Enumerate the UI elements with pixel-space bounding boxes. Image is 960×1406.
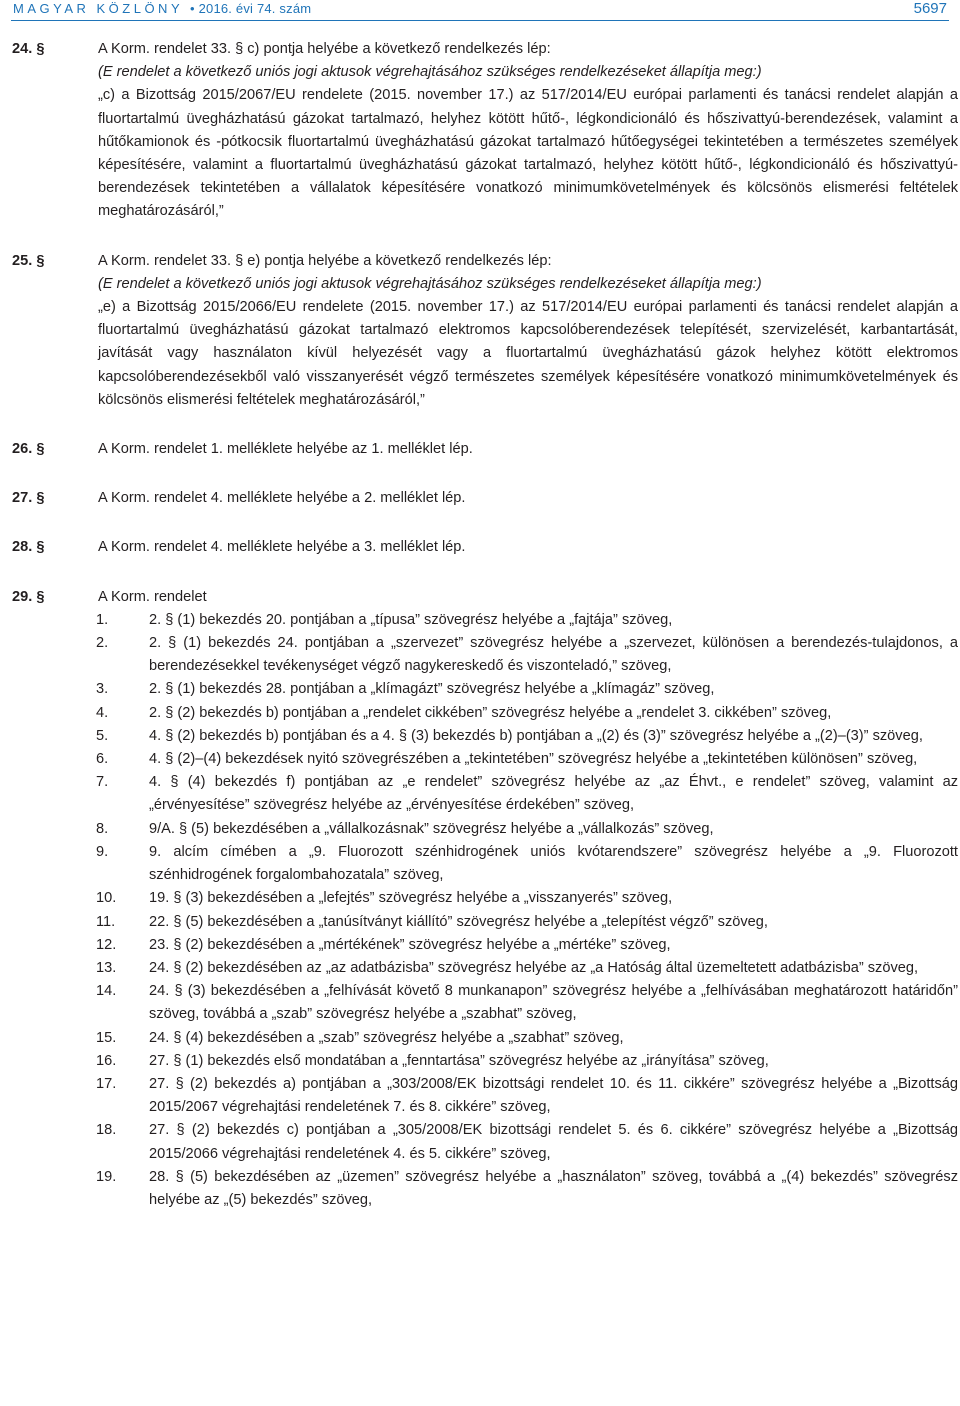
list-item <box>98 1119 958 1165</box>
item-number: 14. <box>96 983 117 1000</box>
list-item <box>98 980 958 1026</box>
item-text: 24. § (2) bekezdésében az „az adatbázisba” szövegrész helyébe az „a Hatóság által üzemeltetett adatbázisba” szöveg, <box>149 959 919 976</box>
list-item <box>98 1050 958 1073</box>
section <box>12 536 958 559</box>
list-item <box>98 1166 958 1212</box>
item-number: 4. <box>96 704 109 721</box>
item-text: 9/A. § (5) bekezdésében a „vállalkozásnak” szövegrész helyébe a „vállalkozás” szöveg, <box>149 820 714 837</box>
list-item <box>98 632 958 678</box>
journal-title: MAGYAR KÖZLÖNY <box>13 1 183 16</box>
section-number: 28. § <box>12 539 45 556</box>
item-number: 18. <box>96 1122 117 1139</box>
item-text: 2. § (1) bekezdés 28. pontjában a „klímagázt” szövegrész helyébe a „klímagáz” szöveg, <box>149 681 715 698</box>
list-item <box>98 887 958 910</box>
list-item <box>98 725 958 748</box>
item-text: 2. § (2) bekezdés b) pontjában a „rendelet cikkében” szövegrész helyébe a „rendelet 3. cikkében” szöveg, <box>149 704 832 721</box>
list-item <box>98 771 958 817</box>
section <box>12 250 958 412</box>
section-paragraph: A Korm. rendelet 1. melléklete helyébe az 1. melléklet lép. <box>98 441 473 458</box>
list-item <box>98 678 958 701</box>
section-preamble: (E rendelet a következő uniós jogi aktusok végrehajtásához szükséges rendelkezéseket állapítja meg:) <box>98 64 762 81</box>
item-text: 27. § (2) bekezdés a) pontjában a „303/2008/EK bizottsági rendelet 10. és 11. cikkére” szövegrész helyébe a „Bizottság 2015/2067 végrehajtási rendeletének 7. és 8. cikkére” szöveg, <box>149 1075 958 1116</box>
item-text: 27. § (2) bekezdés c) pontjában a „305/2008/EK bizottsági rendelet 5. és 6. cikkére” szövegrész helyébe a „Bizottság 2015/2066 végrehajtási rendeletének 4. és 5. cikkére” szöveg, <box>149 1122 958 1162</box>
journal-info <box>13 1 311 16</box>
item-text: 22. § (5) bekezdésében a „tanúsítványt kiállító” szövegrész helyébe a „telepítést végző” szöveg, <box>149 913 768 930</box>
item-number: 6. <box>96 751 109 768</box>
item-text: 2. § (1) bekezdés 20. pontjában a „típusa” szövegrész helyébe a „fajtája” szöveg, <box>149 611 673 628</box>
list-item <box>98 957 958 980</box>
item-text: 19. § (3) bekezdésében a „lefejtés” szövegrész helyébe a „visszanyerés” szöveg, <box>149 890 673 907</box>
section <box>12 438 958 461</box>
list-item <box>98 702 958 725</box>
item-text: 24. § (4) bekezdésében a „szab” szövegrész helyébe a „szabhat” szöveg, <box>149 1029 624 1046</box>
list-item <box>98 911 958 934</box>
item-number: 10. <box>96 890 117 907</box>
item-text: 4. § (4) bekezdés f) pontjában az „e rendelet” szövegrész helyébe az „az Éhvt., e rendelet” szöveg, valamint az „érvényesítése” szövegrész helyébe az „érvényesítése érdekében” szöveg, <box>149 774 958 814</box>
list-item <box>98 818 958 841</box>
list-item <box>98 841 958 887</box>
item-number: 15. <box>96 1029 117 1046</box>
item-number: 17. <box>96 1075 117 1092</box>
section-paragraph: „c) a Bizottság 2015/2067/EU rendelete (2015. november 17.) az 517/2014/EU európai parlamenti és tanácsi rendelet alapján a fluortartalmú üvegházhatású gázokat tartalmazó, helyhez kötött hűtő-, légkondicionáló és hőszivattyú-berendezések, valamint a hűtőkamionok és -pótkocsik fluortartalmú üvegházhatású gázokat tartalmazó hűtőegységei tekintetében a természetes személyek képesítésére, valamint a fluortartalmú üvegházhatású gázokat tartalmazó, helyhez kötött hűtő-, légkondicionáló és hőszivattyú-berendezések tekintetében a vállalatok képesítésére vonatkozó minimumkövetelmények és kölcsönös elismerési feltételek meghatározásáról,” <box>98 87 958 220</box>
item-text: 24. § (3) bekezdésében a „felhívását követő 8 munkanapon” szövegrész helyébe a „felhívásában meghatározott határidőn” szöveg, továbbá a „szab” szövegrész helyébe a „szabhat” szöveg, <box>149 983 958 1023</box>
amendment-list <box>98 609 958 1212</box>
section-number: 25. § <box>12 252 45 269</box>
section-paragraph: „e) a Bizottság 2015/2066/EU rendelete (2015. november 17.) az 517/2014/EU európai parlamenti és tanácsi rendelet alapján a fluortartalmú üvegházhatású gázokat tartalmazó elektromos kapcsolóberendezések telepítését, szervizelését, karbantartását, javítását vagy használaton kívül helyezését vagy a fluortartalmú üvegházhatású gázok helyhez kötött elektromos kapcsolóberendezésekből való visszanyerését végző természetes személyek képesítésére vonatkozó minimumkövetelmények és kölcsönös elismerési feltételek meghatározásáról,” <box>98 299 958 408</box>
item-text: 2. § (1) bekezdés 24. pontjában a „szervezet” szövegrész helyébe a „szervezet, különösen a berendezés-tulajdonos, a berendezésekkel tevékenységet végző nagykereskedő és viszonteladó,” szöveg, <box>149 635 958 675</box>
list-item <box>98 934 958 957</box>
list-item <box>98 1073 958 1119</box>
section <box>12 38 958 224</box>
section-paragraph: A Korm. rendelet <box>98 588 207 605</box>
item-number: 5. <box>96 727 109 744</box>
section-number: 24. § <box>12 41 45 57</box>
item-number: 11. <box>96 913 116 930</box>
running-header <box>11 0 949 21</box>
page-number: 5697 <box>913 0 947 17</box>
section-paragraph: A Korm. rendelet 4. melléklete helyébe a 3. melléklet lép. <box>98 539 466 556</box>
section-paragraph: A Korm. rendelet 33. § e) pontja helyébe a következő rendelkezés lép: <box>98 252 552 269</box>
section-paragraph: A Korm. rendelet 4. melléklete helyébe a 2. melléklet lép. <box>98 490 466 507</box>
item-number: 8. <box>96 820 109 837</box>
section-number: 29. § <box>12 588 45 605</box>
list-item <box>98 609 958 632</box>
item-number: 12. <box>96 936 117 953</box>
section-number: 27. § <box>12 490 45 507</box>
item-text: 9. alcím címében a „9. Fluorozott szénhidrogének uniós kvótarendszere” szövegrész helyébe a „9. Fluorozott szénhidrogének forgalombahozatala” szöveg, <box>149 843 958 884</box>
item-number: 13. <box>96 959 117 976</box>
item-number: 1. <box>96 611 109 628</box>
item-text: 23. § (2) bekezdésében a „mértékének” szövegrész helyébe a „mértéke” szöveg, <box>149 936 671 953</box>
item-number: 2. <box>96 635 109 652</box>
item-number: 7. <box>96 774 109 791</box>
section <box>12 487 958 510</box>
section-paragraph: A Korm. rendelet 33. § c) pontja helyébe a következő rendelkezés lép: <box>98 41 551 57</box>
section-number: 26. § <box>12 441 45 458</box>
section-preamble: (E rendelet a következő uniós jogi aktusok végrehajtásához szükséges rendelkezéseket állapítja meg:) <box>98 275 762 292</box>
list-item <box>98 748 958 771</box>
item-number: 9. <box>96 843 109 860</box>
item-number: 3. <box>96 681 109 698</box>
item-text: 4. § (2)–(4) bekezdések nyitó szövegrészében a „tekintetében” szövegrész helyébe a „tekintetében különösen” szöveg, <box>149 751 918 768</box>
list-item <box>98 1027 958 1050</box>
item-text: 4. § (2) bekezdés b) pontjában és a 4. § (3) bekezdés b) pontjában a „(2) és (3)” szövegrész helyébe a „(2)–(3)” szöveg, <box>149 727 923 744</box>
item-number: 19. <box>96 1168 117 1185</box>
document-body <box>12 38 958 1238</box>
item-number: 16. <box>96 1052 117 1069</box>
issue-label: • 2016. évi 74. szám <box>190 1 312 16</box>
item-text: 28. § (5) bekezdésében az „üzemen” szövegrész helyébe a „használaton” szöveg, továbbá a „(4) bekezdés” szövegrész helyébe az „(5) bekezdés” szöveg, <box>149 1168 958 1208</box>
section <box>12 586 958 1212</box>
item-text: 27. § (1) bekezdés első mondatában a „fenntartása” szövegrész helyébe az „irányítása” szöveg, <box>149 1052 769 1069</box>
